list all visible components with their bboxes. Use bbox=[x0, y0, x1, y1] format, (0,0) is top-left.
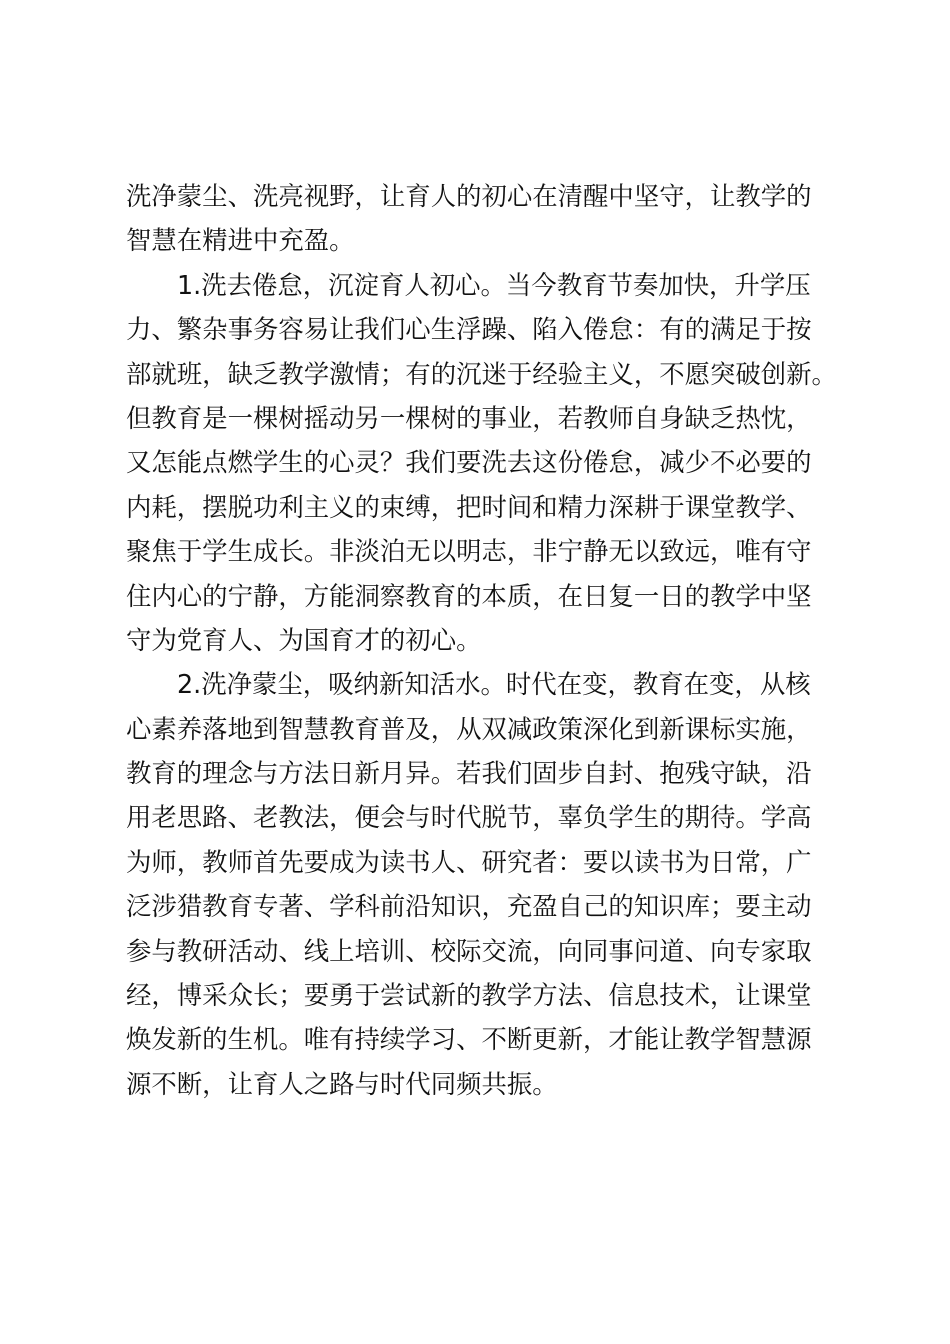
paragraph-line: 心素养落地到智慧教育普及，从双减政策深化到新课标实施， bbox=[126, 713, 812, 744]
paragraph-first-line: 2.洗净蒙尘，吸纳新知活水。时代在变，教育在变，从核 bbox=[177, 669, 811, 700]
paragraph-line: 又怎能点燃学生的心灵？我们要洗去这份倦怠，减少不必要的 bbox=[126, 447, 812, 478]
paragraph-line: 聚焦于学生成长。非淡泊无以明志，非宁静无以致远，唯有守 bbox=[126, 536, 812, 567]
intro-paragraph bbox=[126, 174, 830, 263]
document-body bbox=[126, 174, 837, 1106]
paragraph-line: 参与教研活动、线上培训、校际交流，向同事问道、向专家取 bbox=[126, 935, 812, 966]
paragraph-line: 焕发新的生机。唯有持续学习、不断更新，才能让教学智慧源 bbox=[126, 1024, 812, 1055]
paragraph-line: 部就班，缺乏教学激情；有的沉迷于经验主义，不愿突破创新。 bbox=[126, 358, 837, 389]
paragraph-first-line: 1.洗去倦怠，沉淀育人初心。当今教育节奏加快，升学压 bbox=[177, 269, 811, 300]
paragraph-line: 但教育是一棵树摇动另一棵树的事业，若教师自身缺乏热忱， bbox=[126, 402, 812, 433]
paragraph-line: 源不断，让育人之路与时代同频共振。 bbox=[126, 1068, 558, 1099]
paragraph-line: 住内心的宁静，方能洞察教育的本质，在日复一日的教学中坚 bbox=[126, 580, 812, 611]
paragraph-line: 经，博采众长；要勇于尝试新的教学方法、信息技术，让课堂 bbox=[126, 980, 812, 1011]
paragraph-line: 教育的理念与方法日新月异。若我们固步自封、抱残守缺，沿 bbox=[126, 758, 812, 789]
paragraph-line: 洗净蒙尘、洗亮视野，让育人的初心在清醒中坚守，让教学的 bbox=[126, 181, 812, 211]
paragraph-line: 泛涉猎教育专著、学科前沿知识，充盈自己的知识库；要主动 bbox=[126, 891, 812, 922]
paragraph-line: 力、繁杂事务容易让我们心生浮躁、陷入倦怠：有的满足于按 bbox=[126, 314, 812, 345]
paragraph-line: 为师，教师首先要成为读书人、研究者：要以读书为日常，广 bbox=[126, 846, 812, 877]
section-1-paragraph bbox=[126, 263, 837, 663]
paragraph-line: 用老思路、老教法，便会与时代脱节，辜负学生的期待。学高 bbox=[126, 802, 812, 833]
paragraph-line: 守为党育人、为国育才的初心。 bbox=[126, 624, 482, 655]
paragraph-line: 智慧在精进中充盈。 bbox=[126, 225, 355, 256]
paragraph-line: 内耗，摆脱功利主义的束缚，把时间和精力深耕于课堂教学、 bbox=[126, 491, 812, 522]
section-2-paragraph bbox=[126, 662, 830, 1106]
